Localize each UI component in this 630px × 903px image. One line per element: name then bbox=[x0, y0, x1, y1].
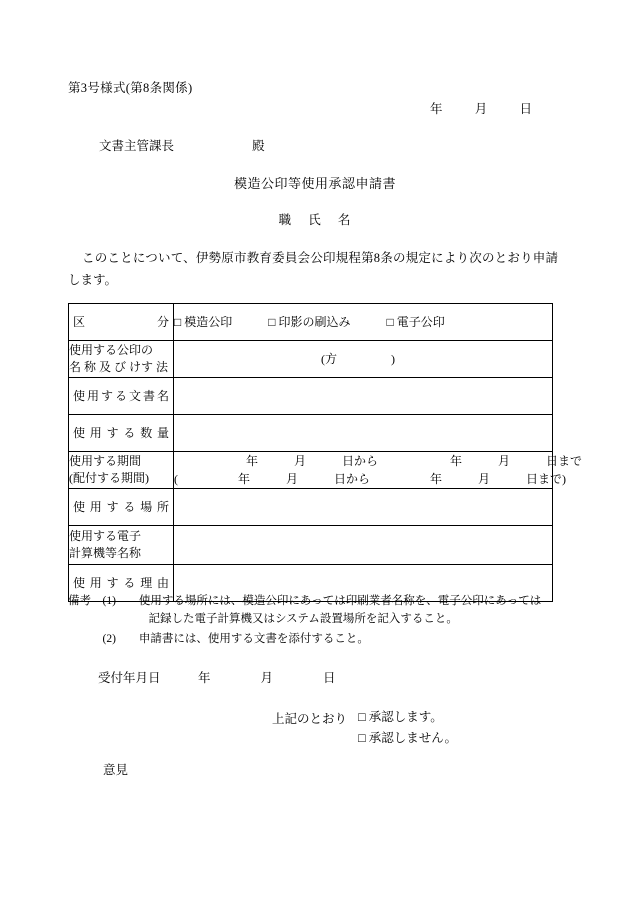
checkbox-label: 印影の刷込み bbox=[278, 314, 351, 329]
row-label-quantity bbox=[69, 415, 174, 452]
row-label-place bbox=[69, 489, 174, 526]
label-text: 使用する場所 bbox=[73, 499, 169, 514]
row-label-period bbox=[69, 452, 174, 489]
checkbox-icon[interactable]: □ bbox=[174, 314, 182, 329]
table-row bbox=[69, 378, 553, 415]
approval-option-label: 承認しません。 bbox=[368, 731, 457, 746]
period-line-2: ( 年 月 日から 年 月 日まで) bbox=[174, 472, 566, 486]
checkbox-icon[interactable]: □ bbox=[358, 731, 366, 746]
row-value-place[interactable] bbox=[174, 489, 553, 526]
date-day: 日 bbox=[519, 102, 533, 116]
table-row bbox=[69, 415, 553, 452]
label-text-line1: 使用する期間 bbox=[69, 454, 142, 469]
addressee-honorific: 殿 bbox=[252, 139, 265, 153]
note-row-2 bbox=[68, 611, 568, 629]
note-text-2a: 申請書には、使用する文書を添付すること。 bbox=[138, 632, 369, 645]
applicant-fields bbox=[0, 210, 630, 228]
opinion-label: 意見 bbox=[103, 763, 129, 777]
receipt-date-line: 受付年月日 年 月 日 bbox=[98, 671, 336, 685]
note-number-1: (1) bbox=[102, 595, 116, 607]
note-text-1a: 使用する場所には、模造公印にあっては印刷業者名称を、電子公印にあっては bbox=[138, 595, 542, 607]
kata-inline bbox=[174, 351, 552, 367]
row-value-seal-name[interactable] bbox=[174, 341, 553, 378]
period-line-1: 年 月 日から 年 月 日まで bbox=[174, 454, 583, 468]
approval-section bbox=[272, 707, 457, 750]
applicant-given-label: 名 bbox=[337, 213, 352, 227]
form-number: 第3号様式(第8条関係) bbox=[68, 81, 193, 95]
checkbox-icon[interactable]: □ bbox=[386, 314, 394, 329]
checkbox-icon[interactable]: □ bbox=[358, 710, 366, 724]
application-table bbox=[68, 303, 583, 602]
label-text-line2: 名 称 及 び けす 法 bbox=[69, 360, 169, 374]
label-text: 使用する文書名 bbox=[73, 388, 169, 403]
checkbox-option-1[interactable] bbox=[174, 314, 232, 330]
table-row bbox=[69, 341, 553, 378]
kata-close: ) bbox=[391, 351, 395, 366]
approval-option-approve[interactable] bbox=[358, 707, 457, 728]
kata-open: (方 bbox=[321, 351, 337, 366]
row-label-computer-name bbox=[69, 526, 174, 565]
intro-text: このことについて、伊勢原市教育委員会公印規程第8条の規定により次のとおり申請します。 bbox=[68, 251, 558, 287]
label-text-line1: 使用する電子 bbox=[69, 529, 142, 544]
date-year: 年 bbox=[430, 102, 443, 116]
row-value-kubun bbox=[174, 304, 553, 341]
intro-paragraph bbox=[68, 248, 558, 292]
label-text: 区 分 bbox=[73, 314, 169, 329]
label-text-line2: (配付する期間) bbox=[69, 471, 149, 485]
addressee-name: 文書主管課長 bbox=[99, 139, 175, 153]
row-value-document-name[interactable] bbox=[174, 378, 553, 415]
approval-lead: 上記のとおり bbox=[272, 712, 348, 726]
checkbox-option-2[interactable] bbox=[268, 314, 350, 330]
note-number-2: (2) bbox=[102, 632, 116, 645]
note-text-1b: 記録した電子計算機又はシステム設置場所を記入すること。 bbox=[148, 612, 458, 625]
note-row-1 bbox=[68, 593, 568, 611]
label-text-line2: 計算機等名称 bbox=[69, 546, 142, 560]
date-line bbox=[430, 99, 532, 117]
date-month: 月 bbox=[474, 102, 488, 116]
page-title: 模造公印等使用承認申請書 bbox=[233, 176, 396, 191]
addressee bbox=[99, 136, 265, 154]
table-row bbox=[69, 304, 553, 341]
checkbox-icon[interactable]: □ bbox=[268, 314, 276, 329]
label-text: 使用する理由 bbox=[73, 575, 169, 590]
approval-choices bbox=[358, 707, 457, 750]
table-row bbox=[69, 526, 553, 565]
checkbox-label: 模造公印 bbox=[184, 314, 233, 329]
checkbox-label: 電子公印 bbox=[396, 314, 445, 329]
notes-heading: 備考 bbox=[68, 595, 91, 607]
notes-section bbox=[68, 593, 568, 648]
checkbox-option-3[interactable] bbox=[387, 314, 445, 330]
row-label-seal-name bbox=[69, 341, 174, 378]
row-value-quantity[interactable] bbox=[174, 415, 553, 452]
table-row bbox=[69, 452, 553, 489]
applicant-surname-label: 氏 bbox=[308, 213, 322, 227]
label-text-line1: 使用する公印の bbox=[69, 343, 154, 358]
table-row bbox=[69, 489, 553, 526]
row-value-period[interactable] bbox=[174, 452, 583, 489]
label-text: 使用する数量 bbox=[73, 425, 169, 440]
approval-option-reject[interactable] bbox=[358, 728, 457, 749]
row-value-computer-name[interactable] bbox=[174, 526, 553, 565]
approval-option-label: 承認します。 bbox=[368, 710, 443, 724]
row-label-document-name bbox=[69, 378, 174, 415]
applicant-post-label: 職 bbox=[278, 213, 293, 227]
row-label-kubun bbox=[69, 304, 174, 341]
note-row-3 bbox=[68, 631, 568, 649]
